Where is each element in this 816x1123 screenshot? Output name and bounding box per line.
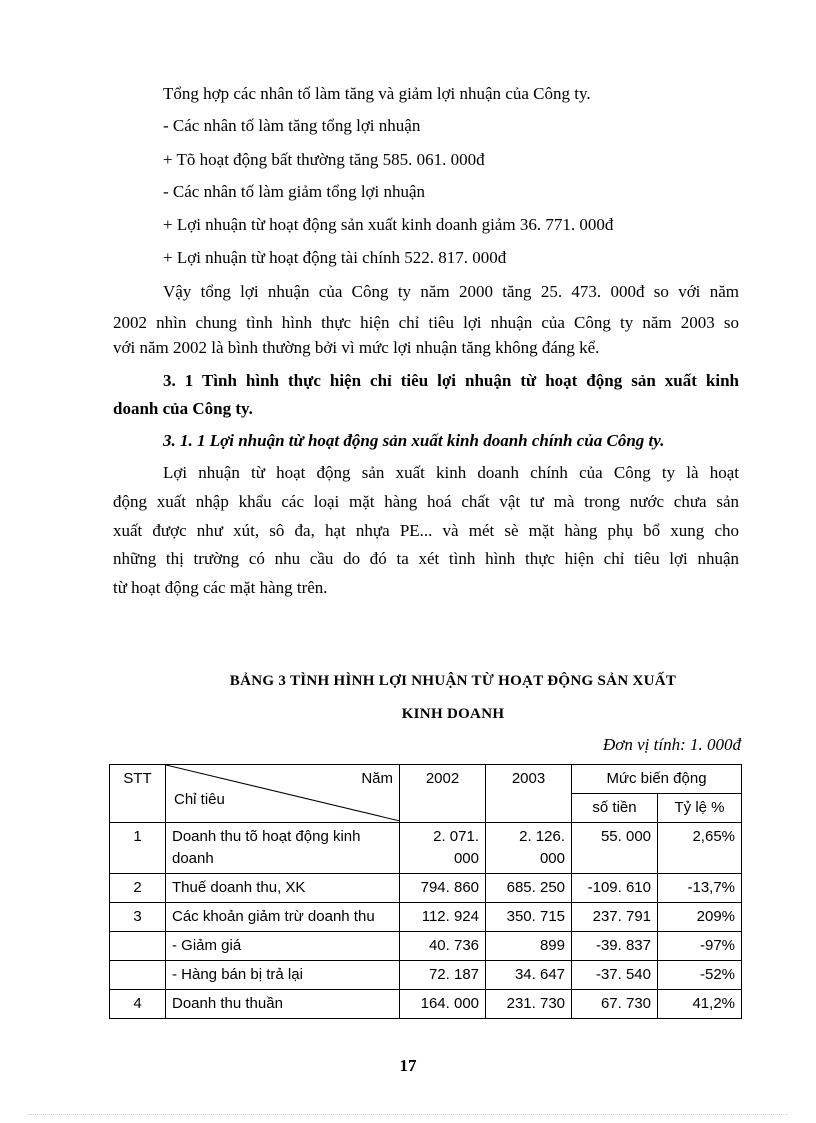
cell-indicator: Doanh thu thuần	[166, 990, 400, 1019]
header-2003: 2003	[486, 765, 572, 823]
page-bottom-border	[28, 1114, 788, 1115]
table-title-line-2: KINH DOANH	[401, 706, 505, 722]
page-number: 17	[399, 1056, 417, 1075]
cell-stt	[110, 932, 166, 961]
table-row	[110, 874, 742, 903]
cell-amount: 55. 000	[572, 823, 658, 874]
section-heading-line-2: doanh của Công ty.	[113, 399, 253, 418]
cell-indicator: Doanh thu tõ hoạt động kinh doanh	[166, 823, 400, 874]
cell-2002: 72. 187	[400, 961, 486, 990]
cell-stt: 4	[110, 990, 166, 1019]
header-diagonal-cell	[166, 765, 400, 823]
cell-2002: 112. 924	[400, 903, 486, 932]
paragraph-body-line-2: động xuất nhập khẩu các loại mặt hàng hoá chất vật tư mà trong nước chưa sản	[113, 492, 739, 511]
cell-2003: 231. 730	[486, 990, 572, 1019]
header-amount: số tiền	[572, 794, 658, 823]
cell-2003: 34. 647	[486, 961, 572, 990]
paragraph-summary: Tổng hợp các nhân tố làm tăng và giảm lợi nhuận của Công ty.	[163, 84, 591, 103]
list-item-production-profit: + Lợi nhuận từ hoạt động sản xuất kinh doanh giảm 36. 771. 000đ	[163, 215, 614, 234]
cell-stt: 3	[110, 903, 166, 932]
header-indicator: Chỉ tiêu	[174, 791, 225, 808]
cell-indicator: - Hàng bán bị trả lại	[166, 961, 400, 990]
cell-amount: 237. 791	[572, 903, 658, 932]
cell-amount: -109. 610	[572, 874, 658, 903]
cell-indicator: Thuế doanh thu, XK	[166, 874, 400, 903]
paragraph-body-line-3: xuất được như xút, sô đa, hạt nhựa PE... và mét sè mặt hàng phụ bổ xung cho	[113, 521, 739, 540]
header-year: Năm	[361, 770, 393, 787]
cell-indicator: Các khoản giảm trừ doanh thu	[166, 903, 400, 932]
list-item-decrease-factors: - Các nhân tố làm giảm tổng lợi nhuận	[163, 182, 426, 201]
subsection-heading: 3. 1. 1 Lợi nhuận từ hoạt động sản xuất kinh doanh chính của Công ty.	[163, 431, 665, 450]
cell-stt	[110, 961, 166, 990]
paragraph-body-line-1: Lợi nhuận từ hoạt động sản xuất kinh doanh chính của Công ty là hoạt	[163, 463, 739, 482]
section-heading-line-1: 3. 1 Tình hình thực hiện chỉ tiêu lợi nhuận từ hoạt động sản xuất kinh	[163, 371, 739, 390]
list-item-increase-factors: - Các nhân tố làm tăng tổng lợi nhuận	[163, 116, 421, 135]
cell-percent: -97%	[658, 932, 742, 961]
paragraph-conclusion-line-3: với năm 2002 là bình thường bởi vì mức lợi nhuận tăng không đáng kể.	[113, 338, 600, 357]
cell-2002: 2. 071. 000	[400, 823, 486, 874]
paragraph-body-line-4: những thị trường có nhu cầu do đó ta xét tình hình thực hiện chỉ tiêu lợi nhuận	[113, 549, 739, 568]
cell-2003: 350. 715	[486, 903, 572, 932]
cell-2003: 899	[486, 932, 572, 961]
table-row	[110, 961, 742, 990]
cell-2002: 40. 736	[400, 932, 486, 961]
header-stt: STT	[110, 765, 166, 823]
cell-percent: 209%	[658, 903, 742, 932]
cell-2003: 685. 250	[486, 874, 572, 903]
cell-amount: -39. 837	[572, 932, 658, 961]
header-percent: Tỷ lệ %	[658, 794, 742, 823]
cell-2003: 2. 126. 000	[486, 823, 572, 874]
table-row	[110, 932, 742, 961]
table-row	[110, 990, 742, 1019]
cell-percent: -52%	[658, 961, 742, 990]
cell-amount: 67. 730	[572, 990, 658, 1019]
cell-amount: -37. 540	[572, 961, 658, 990]
cell-percent: -13,7%	[658, 874, 742, 903]
paragraph-conclusion-line-2: 2002 nhìn chung tình hình thực hiện chỉ tiêu lợi nhuận của Công ty năm 2003 so	[113, 313, 739, 332]
cell-indicator: - Giảm giá	[166, 932, 400, 961]
header-change: Mức biến động	[572, 765, 742, 794]
cell-percent: 2,65%	[658, 823, 742, 874]
profit-table	[109, 764, 742, 1019]
table-row	[110, 823, 742, 874]
table-row	[110, 903, 742, 932]
paragraph-body-line-5: từ hoạt động các mặt hàng trên.	[113, 578, 328, 597]
table-title-line-1: BẢNG 3 TÌNH HÌNH LỢI NHUẬN TỪ HOẠT ĐỘNG SẢN XUẤT	[229, 673, 677, 689]
unit-label: Đơn vị tính: 1. 000đ	[603, 735, 741, 754]
cell-percent: 41,2%	[658, 990, 742, 1019]
cell-2002: 164. 000	[400, 990, 486, 1019]
cell-2002: 794. 860	[400, 874, 486, 903]
list-item-irregular-activity: + Tõ hoạt động bất thường tăng 585. 061. 000đ	[163, 150, 485, 169]
paragraph-conclusion-line-1: Vậy tổng lợi nhuận của Công ty năm 2000 tăng 25. 473. 000đ so với năm	[163, 282, 739, 301]
cell-stt: 1	[110, 823, 166, 874]
header-2002: 2002	[400, 765, 486, 823]
cell-stt: 2	[110, 874, 166, 903]
table-header-row	[110, 765, 742, 794]
list-item-financial-profit: + Lợi nhuận từ hoạt động tài chính 522. 817. 000đ	[163, 248, 507, 267]
